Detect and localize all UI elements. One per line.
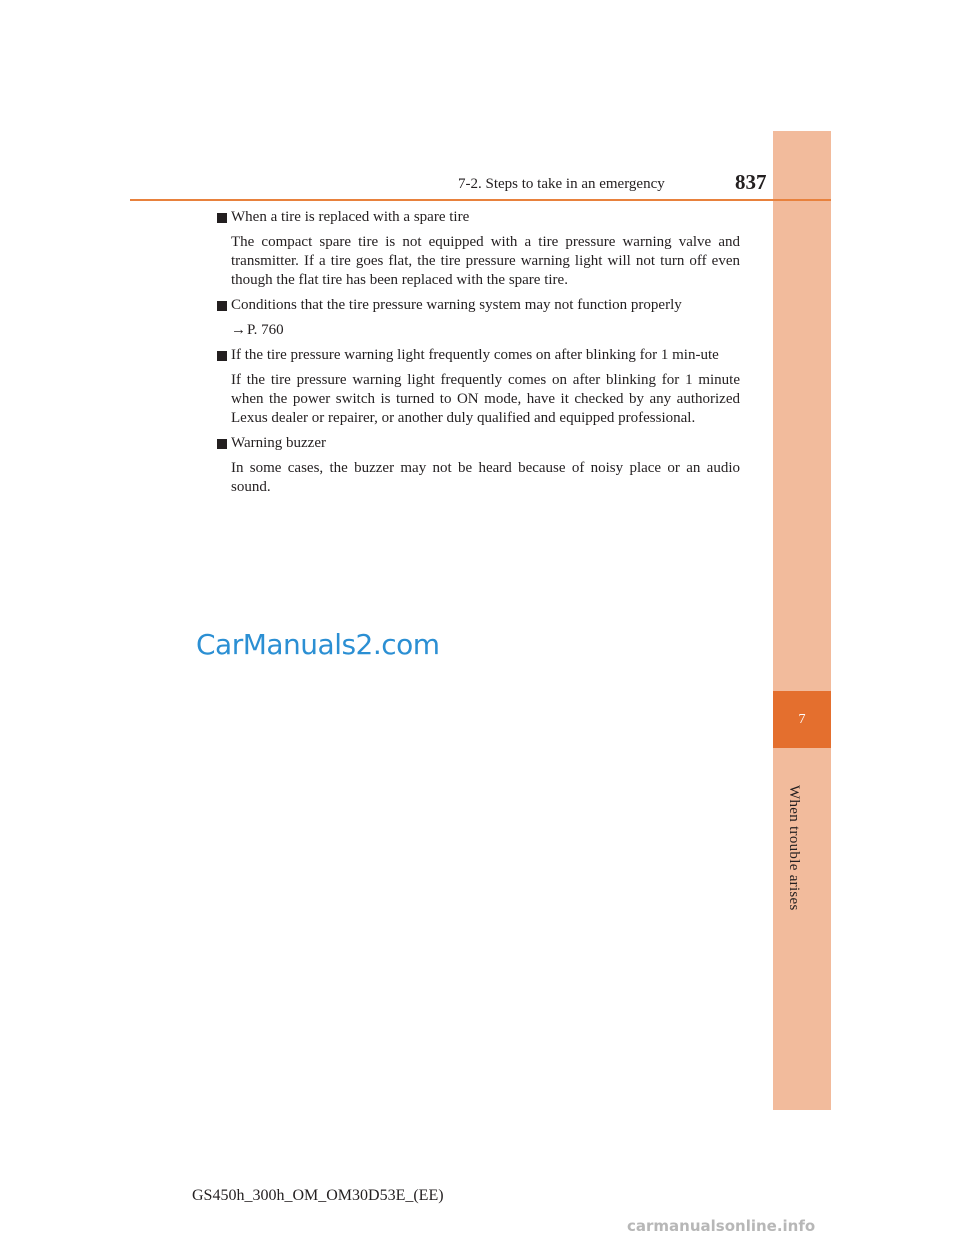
subheading-spare-tire: When a tire is replaced with a spare tire — [216, 208, 740, 227]
page-number: 837 — [735, 170, 767, 194]
page-reference[interactable]: →P. 760 — [231, 322, 284, 338]
page-content — [216, 208, 740, 503]
square-bullet-icon — [217, 439, 227, 449]
chapter-title: When trouble arises — [786, 785, 802, 911]
chapter-side-tab — [773, 131, 831, 1110]
chapter-number: 7 — [798, 711, 806, 727]
subheading-warning-light: If the tire pressure warning light frequently comes on after blinking for 1 min-ute — [216, 346, 740, 365]
arrow-right-icon: → — [231, 322, 246, 338]
subheading-conditions: Conditions that the tire pressure warning system may not function properly — [216, 296, 740, 315]
document-code: GS450h_300h_OM_OM30D53E_(EE) — [192, 1187, 444, 1204]
square-bullet-icon — [217, 213, 227, 223]
chapter-number-tab — [773, 691, 831, 748]
paragraph-warning-buzzer: In some cases, the buzzer may not be heard because of noisy place or an audio sound. — [231, 460, 740, 495]
subheading-warning-buzzer: Warning buzzer — [216, 434, 740, 453]
paragraph-warning-light: If the tire pressure warning light frequently comes on after blinking for 1 minute when the power switch is turned to ON mode, have it checked by any authorized Lexus dealer or repairer, or another duly qualified and equipped professional. — [231, 372, 740, 426]
footer-site-watermark: carmanualsonline.info — [627, 1217, 816, 1235]
watermark-logo: CarManuals2.com — [196, 628, 440, 661]
square-bullet-icon — [217, 301, 227, 311]
section-title: 7-2. Steps to take in an emergency — [458, 176, 665, 192]
square-bullet-icon — [217, 351, 227, 361]
paragraph-spare-tire: The compact spare tire is not equipped with a tire pressure warning valve and transmitter. If a tire goes flat, the tire pressure warning light will not turn off even though the flat tire has been replaced with the spare tire. — [231, 234, 740, 288]
header-divider — [130, 199, 831, 201]
